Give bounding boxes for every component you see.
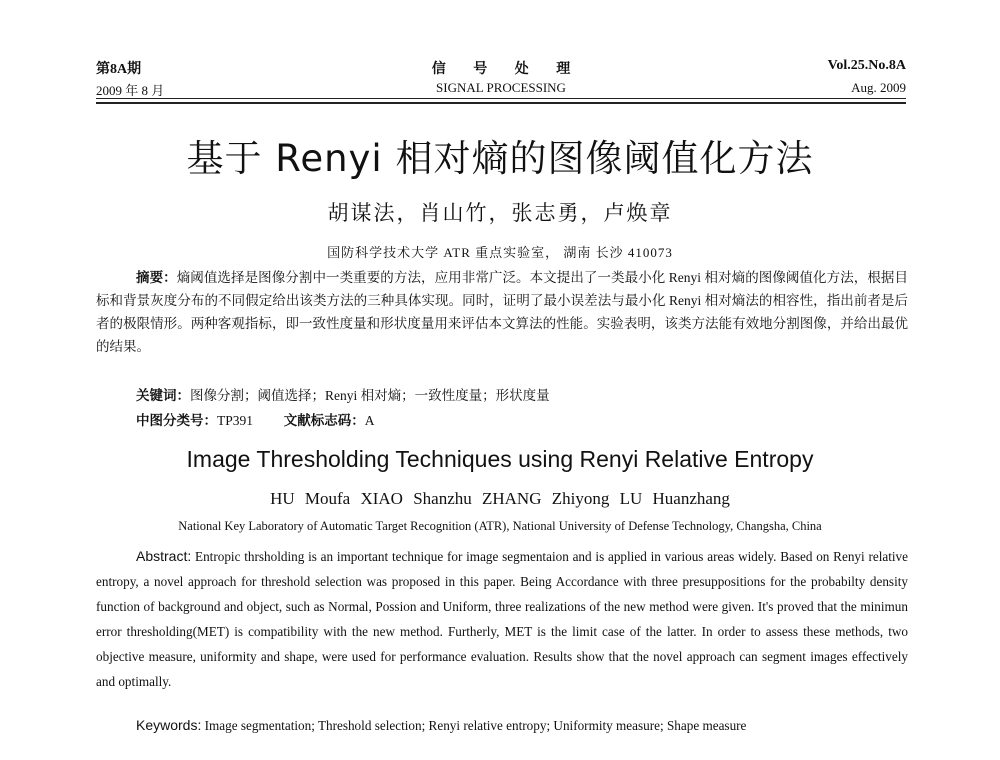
keywords-label-en: Keywords: <box>136 717 202 733</box>
keywords-text-en: Image segmentation; Threshold selection; Renyi relative entropy; Uniformity measure; Shape measure <box>204 718 747 733</box>
abstract-label-cn: 摘要： <box>136 270 177 285</box>
clc-label: 中图分类号： <box>136 413 217 428</box>
keywords-text-cn: 图像分割；阈值选择；Renyi 相对熵；一致性度量；形状度量 <box>190 388 550 403</box>
header-rule-thick <box>96 102 906 104</box>
journal-name-cn: 信 号 处 理 <box>431 62 583 77</box>
keywords-english <box>136 717 746 734</box>
header-rule-thin <box>96 98 906 99</box>
doc-code-label: 文献标志码： <box>283 413 365 428</box>
authors-english: HU Moufa XIAO Shanzhu ZHANG Zhiyong LU Huanzhang <box>270 489 730 508</box>
doc-code-value: A <box>364 413 375 428</box>
affiliation-chinese: 国防科学技术大学 ATR 重点实验室， 湖南 长沙 410073 <box>327 245 673 260</box>
issue-cn: 第8A期 <box>96 62 142 77</box>
volume-number: Vol.25.No.8A <box>827 58 906 73</box>
keywords-chinese <box>136 384 550 404</box>
abstract-text-en: Entropic thrsholding is an important technique for image segmentaion and is applied in various areas widely. Based on Renyi relative entropy, a novel approach for threshold selection was proposed in this paper. Being Accordance with three presuppositions for the probabilty density function of background and object, such as Normal, Possion and Uniform, three realizations of the new method were given. It's proved that the minimun error thresholding(MET) is compatibility with the new method. Furtherly, MET is the limit case of the latter. In order to assess these methods, two objective measure, uniformity and shape, were used for performance evaluation. Results show that the novel approach can segment images effectively and optimally. <box>96 549 908 689</box>
affiliation-english: National Key Laboratory of Automatic Target Recognition (ATR), National University of Defense Technology, Changsha, China <box>178 519 822 533</box>
keywords-label-cn: 关键词： <box>136 388 190 403</box>
abstract-text-cn: 熵阈值选择是图像分割中一类重要的方法，应用非常广泛。本文提出了一类最小化 Renyi 相对熵的图像阈值化方法，根据目标和背景灰度分布的不同假定给出该类方法的三种具体实现。同时，证明了最小误差法与最小化 Renyi 相对熵法的相容性，指出前者是后者的极限情形。两种客观指标，即一致性度量和形状度量用来评估本文算法的性能。实验表明，该类方法能有效地分割图像，并给出最优的结果。 <box>96 270 908 354</box>
title-chinese: 基于 Renyi 相对熵的图像阈值化方法 <box>186 137 814 180</box>
authors-chinese: 胡谋法，肖山竹，张志勇，卢焕章 <box>327 201 673 225</box>
date-en: Aug. 2009 <box>851 80 906 95</box>
clc-value: TP391 <box>217 413 254 428</box>
date-cn: 2009 年 8 月 <box>96 83 165 98</box>
abstract-english <box>96 544 908 694</box>
title-english: Image Thresholding Techniques using Renyi Relative Entropy <box>186 446 814 472</box>
abstract-chinese <box>96 266 908 358</box>
classification-line <box>136 409 375 429</box>
journal-name-en: SIGNAL PROCESSING <box>436 80 566 95</box>
abstract-label-en: Abstract: <box>136 548 192 564</box>
